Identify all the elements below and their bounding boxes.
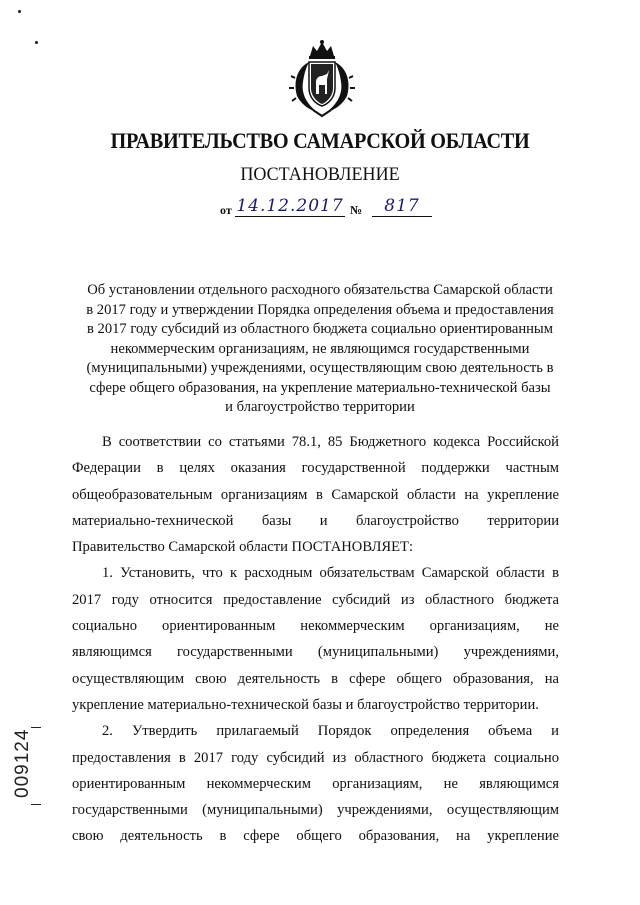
- body-line: ориентированным некоммерческим организациям, не являющимся: [72, 775, 559, 792]
- body-line: В соответствии со статьями 78.1, 85 Бюджетного кодекса Российской: [102, 434, 559, 450]
- body-line: свою деятельность в сфере общего образования, на укрепление: [72, 828, 559, 845]
- body-line: социально ориентированным некоммерческим организациям, не: [72, 618, 559, 635]
- body-line: предоставления в 2017 году субсидий из областного бюджета социально: [72, 749, 559, 766]
- date-prefix: от: [220, 203, 232, 217]
- scan-speck: [35, 41, 38, 44]
- body-line: являющимся государственными (муниципальными) учреждениями,: [72, 644, 559, 661]
- samara-coat-of-arms-icon: [287, 38, 357, 118]
- body-line: 2017 году относится предоставление субсидий из областного бюджета: [72, 591, 559, 608]
- subject-line: Об установлении отдельного расходного обязательства Самарской области: [87, 282, 553, 298]
- body-line: Федерации в целях оказания государственной поддержки частным: [72, 460, 559, 477]
- date-number-line: [220, 196, 440, 220]
- subject-line: (муниципальными) учреждениями, осуществляющим свою деятельность в: [86, 360, 554, 376]
- body-line: 2. Утвердить прилагаемый Порядок определения объема и: [102, 723, 559, 740]
- document-type: ПОСТАНОВЛЕНИЕ: [240, 164, 400, 185]
- subject-line: и благоустройство территории: [225, 399, 415, 415]
- number-label: №: [350, 203, 363, 217]
- document-body: [72, 429, 559, 850]
- scan-speck: [18, 10, 21, 13]
- subject-line: сфере общего образования, на укрепление материально-технической базы: [89, 379, 551, 396]
- subject-line: в 2017 году и утверждении Порядка определения объема и предоставления: [86, 301, 554, 318]
- margin-registration-stamp: 009124: [12, 728, 33, 798]
- subject-line: в 2017 году субсидий из областного бюджета социально ориентированным: [87, 321, 553, 337]
- body-line: материально-технической базы и благоустройство территории: [72, 512, 559, 529]
- body-line: Правительство Самарской области ПОСТАНОВЛЯЕТ:: [72, 539, 414, 556]
- body-line: 1. Установить, что к расходным обязательствам Самарской области в: [102, 565, 559, 582]
- body-line: осуществляющим свою деятельность в сфере общего образования, на: [72, 670, 559, 687]
- body-line: государственными (муниципальными) учреждениями, осуществляющим: [72, 802, 559, 819]
- margin-tick: [31, 804, 41, 805]
- subject-line: некоммерческим организациям, не являющимся государственными: [110, 340, 530, 357]
- document-number: 817: [372, 196, 432, 217]
- document-subject: [72, 281, 568, 418]
- body-line: укрепление материально-технической базы и благоустройство территории.: [72, 696, 539, 713]
- organization-title: ПРАВИТЕЛЬСТВО САМАРСКОЙ ОБЛАСТИ: [110, 128, 530, 153]
- body-line: общеобразовательным организациям в Самарской области на укрепление: [72, 486, 559, 503]
- document-date: 14.12.2017: [236, 196, 344, 216]
